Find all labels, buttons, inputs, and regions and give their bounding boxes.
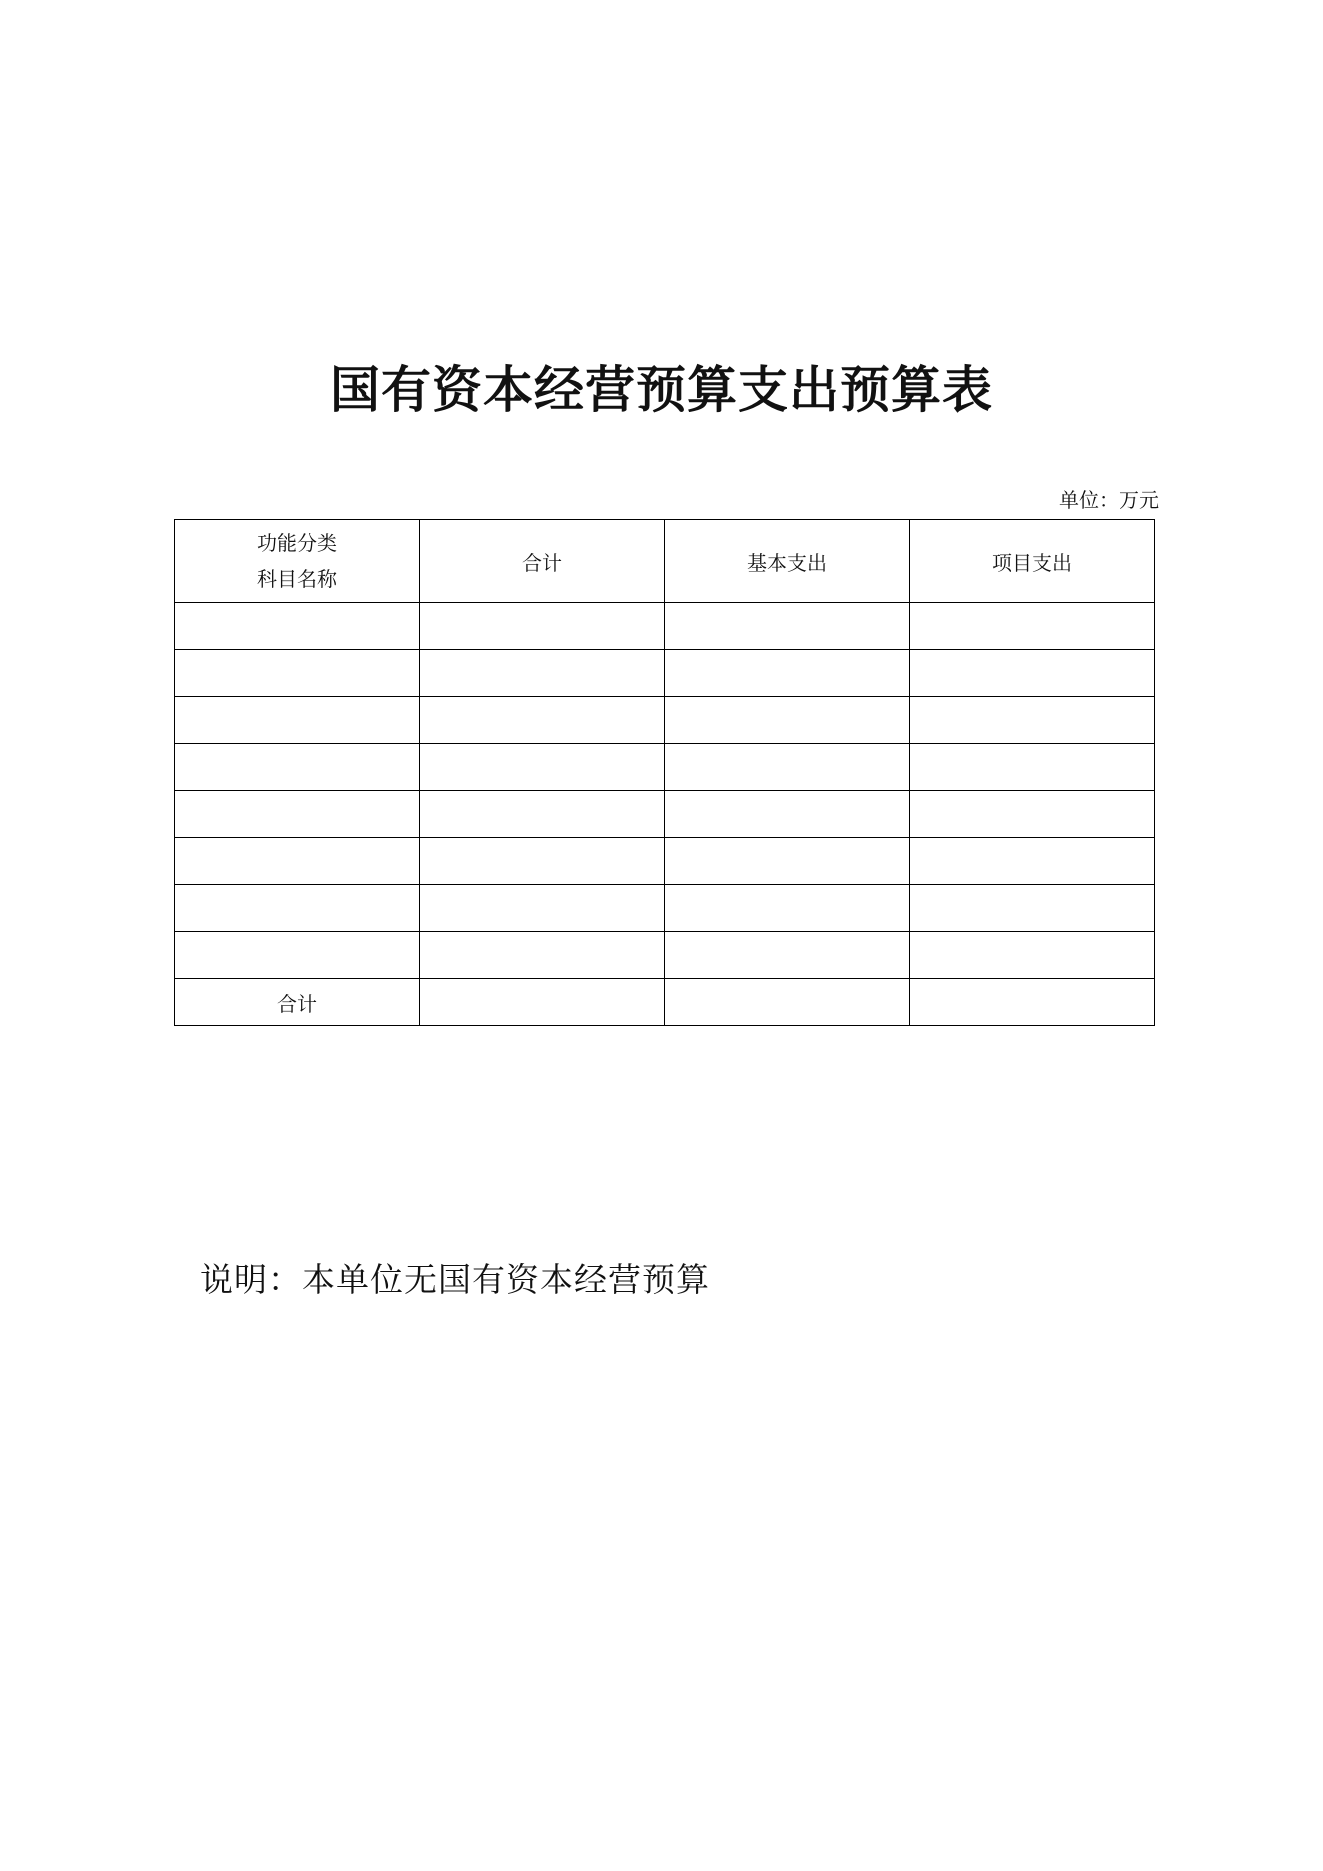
- table-cell: [910, 932, 1155, 979]
- header-project-expenditure: 项目支出: [910, 520, 1155, 603]
- table-cell: [665, 791, 910, 838]
- table-cell: [175, 932, 420, 979]
- table-cell: [665, 932, 910, 979]
- table-cell: [175, 744, 420, 791]
- header-category: [175, 520, 420, 603]
- table-cell: [420, 650, 665, 697]
- table-cell: [420, 838, 665, 885]
- table-row: [175, 603, 1155, 650]
- table-row: [175, 885, 1155, 932]
- table-cell: [910, 838, 1155, 885]
- header-row: [175, 520, 1155, 603]
- table-body: [175, 603, 1155, 1026]
- table-cell: [665, 697, 910, 744]
- table-cell: [175, 650, 420, 697]
- header-total: 合计: [420, 520, 665, 603]
- table-cell: [910, 697, 1155, 744]
- explanatory-note: 说明：本单位无国有资本经营预算: [200, 1260, 710, 1299]
- table-row: [175, 744, 1155, 791]
- table-cell: [420, 791, 665, 838]
- table-cell: [665, 838, 910, 885]
- table-cell: [910, 885, 1155, 932]
- table-cell: [420, 697, 665, 744]
- table-row: [175, 697, 1155, 744]
- table-row: [175, 650, 1155, 697]
- table-cell: [420, 932, 665, 979]
- table-cell: [910, 650, 1155, 697]
- budget-table: [174, 519, 1155, 1026]
- table-cell: [910, 791, 1155, 838]
- total-row: [175, 979, 1155, 1026]
- table-cell: [665, 650, 910, 697]
- table-cell: [910, 603, 1155, 650]
- table-cell: [420, 744, 665, 791]
- table-row: [175, 791, 1155, 838]
- unit-label: 单位：万元: [1059, 488, 1159, 512]
- table-cell: [910, 744, 1155, 791]
- total-row-cell: [910, 979, 1155, 1026]
- table-cell: [420, 885, 665, 932]
- table-header: [175, 520, 1155, 603]
- table-cell: [665, 603, 910, 650]
- header-category-line1: 功能分类: [257, 531, 337, 555]
- document-title: 国有资本经营预算支出预算表: [330, 360, 993, 419]
- header-basic-expenditure: 基本支出: [665, 520, 910, 603]
- table-row: [175, 838, 1155, 885]
- total-row-cell: [420, 979, 665, 1026]
- table-cell: [175, 791, 420, 838]
- table-cell: [420, 603, 665, 650]
- table-cell: [175, 838, 420, 885]
- header-category-line2: 科目名称: [257, 567, 337, 591]
- total-row-cell: [665, 979, 910, 1026]
- table-row: [175, 932, 1155, 979]
- table-cell: [175, 697, 420, 744]
- table-cell: [175, 885, 420, 932]
- total-row-label: 合计: [175, 979, 420, 1026]
- table-cell: [665, 744, 910, 791]
- table-cell: [665, 885, 910, 932]
- table-cell: [175, 603, 420, 650]
